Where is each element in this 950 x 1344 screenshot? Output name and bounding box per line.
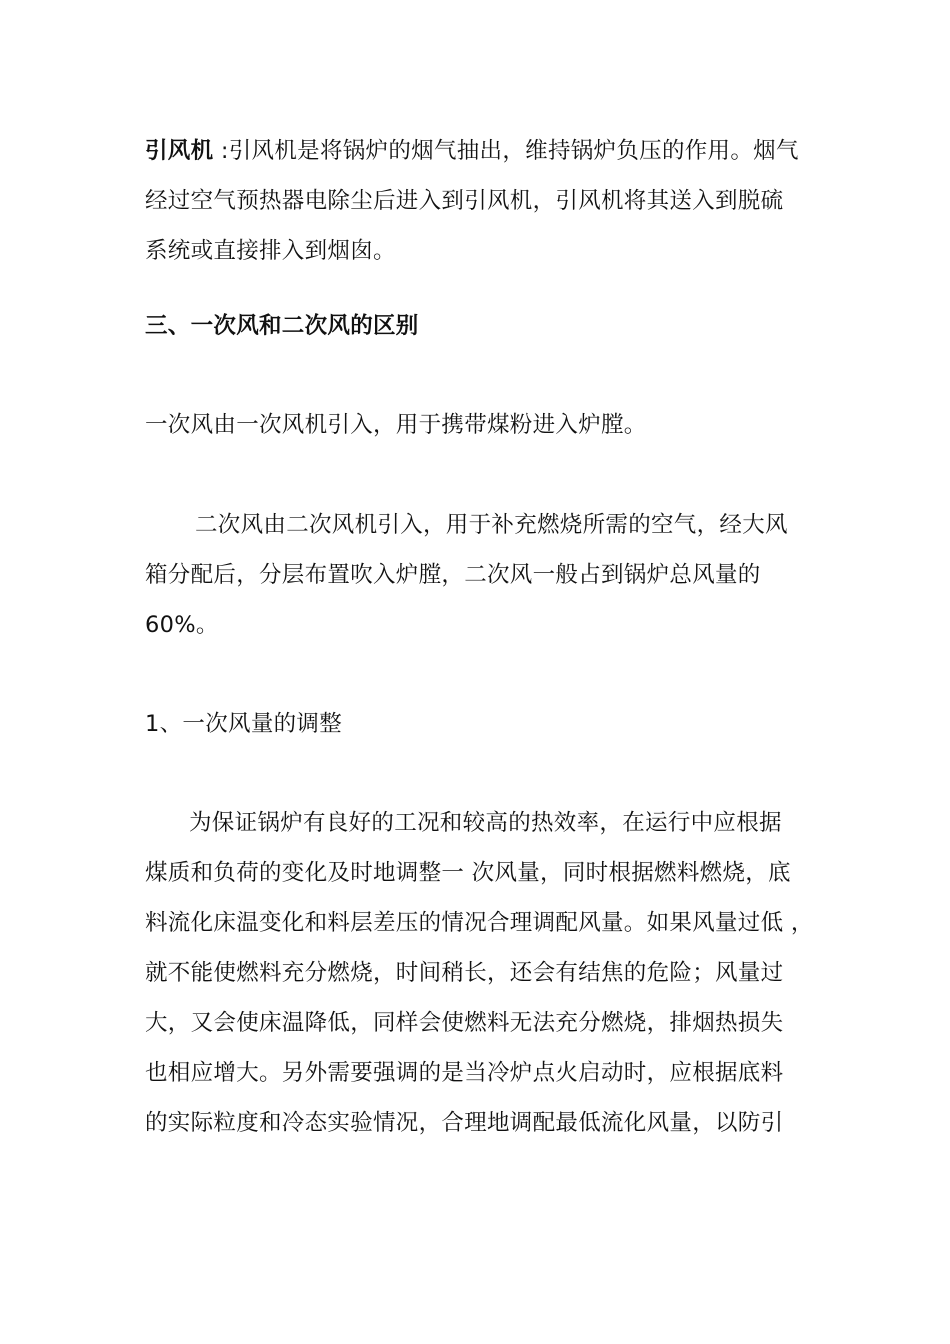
fan-paragraph-line-2: 经过空气预热器电除尘后进入到引风机，引风机将其送入到脱硫 bbox=[145, 188, 784, 214]
adjustment-line-2: 煤质和负荷的变化及时地调整一 次风量，同时根据燃料燃烧，底 bbox=[145, 860, 791, 886]
fan-term: 引风机 bbox=[145, 138, 214, 164]
section-heading-3: 三、一次风和二次风的区别 bbox=[145, 313, 419, 339]
adjustment-line-3: 料流化床温变化和料层差压的情况合理调配风量。如果风量过低 ， bbox=[145, 910, 814, 936]
secondary-air-line-2: 箱分配后，分层布置吹入炉膛，二次风一般占到锅炉总风量的 bbox=[145, 562, 761, 588]
adjustment-line-4: 就不能使燃料充分燃烧，时间稍长，还会有结焦的危险；风量过 bbox=[145, 960, 784, 986]
adjustment-line-5: 大，又会使床温降低，同样会使燃料无法充分燃烧，排烟热损失 bbox=[145, 1010, 784, 1036]
adjustment-line-7: 的实际粒度和冷态实验情况，合理地调配最低流化风量，以防引 bbox=[145, 1110, 784, 1136]
adjustment-line-1: 为保证锅炉有良好的工况和较高的热效率，在运行中应根据 bbox=[189, 810, 782, 836]
fan-paragraph-line-1 bbox=[145, 137, 799, 165]
primary-air-paragraph: 一次风由一次风机引入，用于携带煤粉进入炉膛。 bbox=[145, 412, 647, 438]
subheading-primary-air-adjustment: 1、一次风量的调整 bbox=[145, 711, 343, 737]
fan-paragraph-line-3: 系统或直接排入到烟囱。 bbox=[145, 238, 396, 264]
secondary-air-line-1: 二次风由二次风机引入，用于补充燃烧所需的空气，经大风 bbox=[195, 512, 788, 538]
secondary-air-line-3: 60%。 bbox=[145, 612, 219, 638]
adjustment-line-6: 也相应增大。另外需要强调的是当冷炉点火启动时，应根据底料 bbox=[145, 1060, 784, 1086]
fan-definition-start: :引风机是将锅炉的烟气抽出，维持锅炉负压的作用。烟气 bbox=[213, 138, 799, 164]
